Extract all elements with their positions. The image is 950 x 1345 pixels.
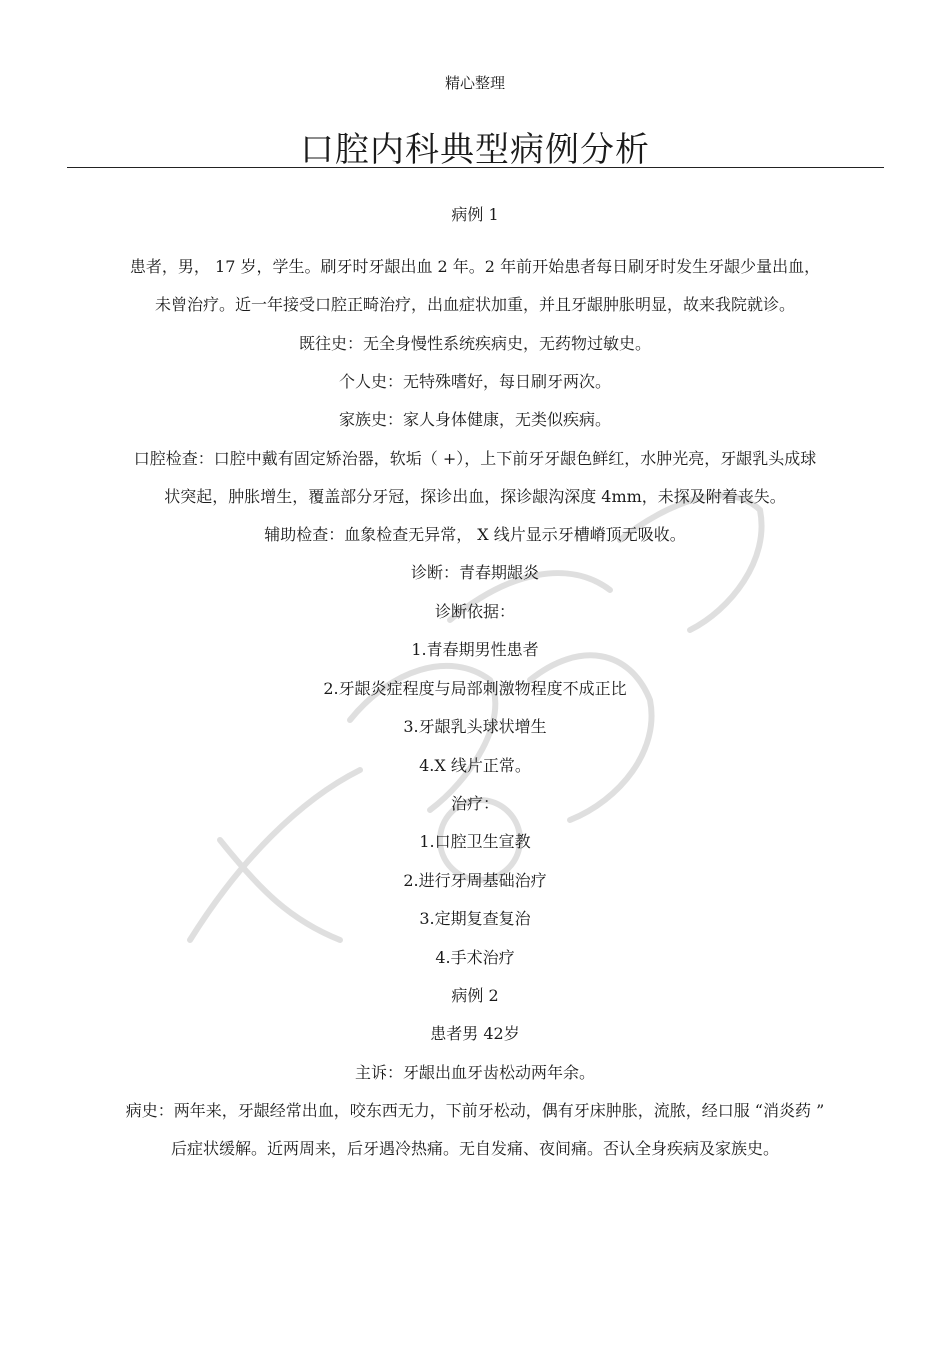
case1-basis-item: 1.青春期男性患者 (411, 640, 539, 659)
case2-history-line2: 后症状缓解。近两周来，后牙遇冷热痛。无自发痛、夜间痛。否认全身疾病及家族史。 (170, 1139, 779, 1158)
case2-chief-complaint: 主诉：牙龈出血牙齿松动两年余。 (354, 1063, 595, 1082)
case2-history-line1: 病史：两年来，牙龈经常出血，咬东西无力，下前牙松动，偶有牙床肿胀，流脓，经口服 “消炎药 ” (125, 1101, 825, 1120)
case1-oral-exam-line2: 状突起，肿胀增生，覆盖部分牙冠，探诊出血，探诊龈沟深度 4mm，未探及附着丧失。 (164, 487, 786, 506)
case1-treatment-label: 治疗： (450, 794, 499, 813)
case1-personal-history: 个人史：无特殊嗜好，每日刷牙两次。 (338, 372, 611, 391)
case1-basis-label: 诊断依据： (434, 602, 515, 621)
case1-treatment-item: 3.定期复查复治 (419, 909, 531, 928)
case1-heading: 病例 1 (451, 205, 499, 224)
case2-patient: 患者男 42岁 (430, 1024, 520, 1043)
title-rule (67, 167, 884, 168)
case1-basis-item: 2.牙龈炎症程度与局部刺激物程度不成正比 (323, 679, 627, 698)
case1-complaint-line1: 患者，男， 17 岁，学生。刷牙时牙龈出血 2 年。2 年前开始患者每日刷牙时发生牙龈少量出血， (129, 257, 821, 276)
page-title: 口腔内科典型病例分析 (300, 130, 650, 170)
case1-family-history: 家族史：家人身体健康，无类似疾病。 (338, 410, 611, 429)
case2-heading: 病例 2 (451, 986, 499, 1005)
case1-basis-item: 4.X 线片正常。 (419, 756, 531, 775)
case1-treatment-item: 2.进行牙周基础治疗 (403, 871, 547, 890)
case1-diagnosis: 诊断：青春期龈炎 (410, 563, 539, 582)
case1-past-history: 既往史：无全身慢性系统疾病史，无药物过敏史。 (298, 334, 651, 353)
case1-aux-exam: 辅助检查：血象检查无异常， X 线片显示牙槽嵴顶无吸收。 (264, 525, 686, 544)
case1-basis-item: 3.牙龈乳头球状增生 (403, 717, 547, 736)
case1-treatment-item: 4.手术治疗 (435, 948, 515, 967)
case1-treatment-item: 1.口腔卫生宣教 (419, 832, 531, 851)
case1-complaint-line2: 未曾治疗。近一年接受口腔正畸治疗，出血症状加重，并且牙龈肿胀明显，故来我院就诊。 (154, 295, 795, 314)
case1-oral-exam-line1: 口腔检查：口腔中戴有固定矫治器，软垢（ +），上下前牙牙龈色鲜红，水肿光亮，牙龈乳头成球 (133, 449, 817, 468)
page-header: 精心整理 (444, 74, 505, 92)
